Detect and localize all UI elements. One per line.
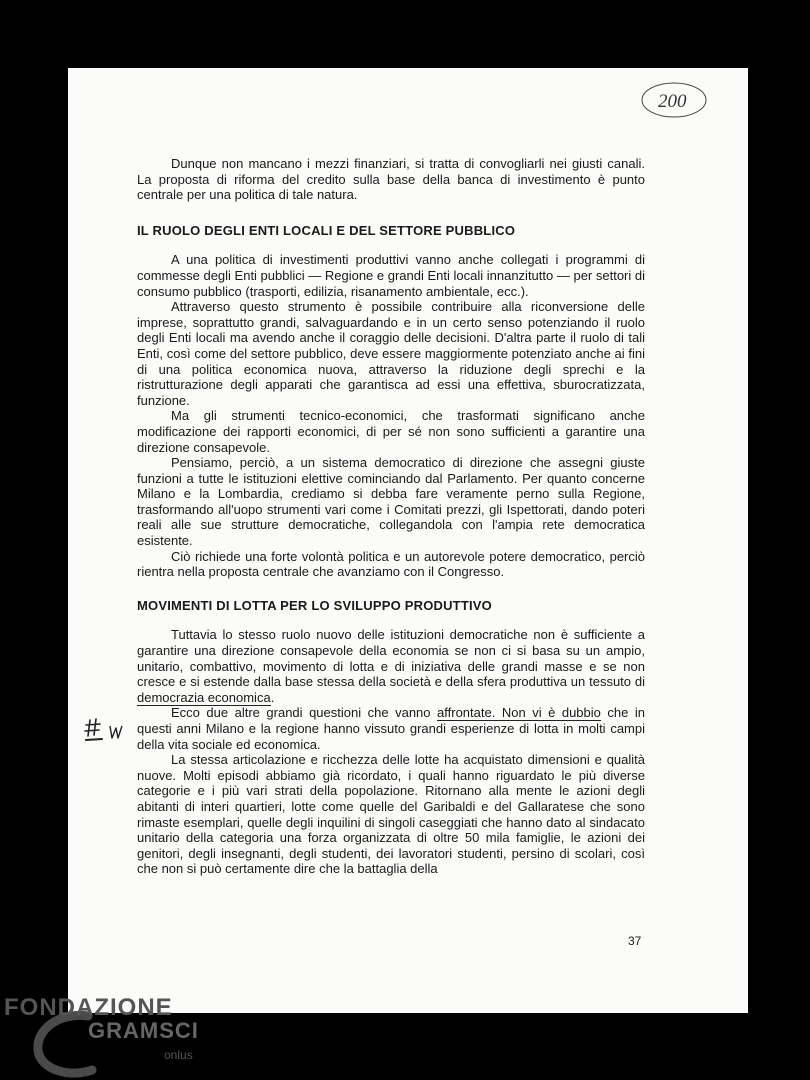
- intro-paragraph: Dunque non mancano i mezzi finanziari, si tratta di convogliarli nei giusti canali. La proposta di riforma del credito sulla base della banca di investimento è punto centrale per una politica di tale natura.: [137, 156, 645, 203]
- section-heading-enti-locali: IL RUOLO DEGLI ENTI LOCALI E DEL SETTORE PUBBLICO: [137, 222, 516, 238]
- fondazione-gramsci-watermark: [0, 988, 220, 1080]
- watermark-line2: GRAMSCI: [88, 1018, 199, 1043]
- text-run: che in questi anni Milano e la regione hanno vissuto grandi esperienze di lotta in molti campi della vita sociale ed economica.: [137, 705, 645, 752]
- section1-paragraph: Ciò richiede una forte volontà politica e un autorevole potere democratico, perciò rientra nella proposta centrale che avanziamo con il Congresso.: [137, 548, 645, 580]
- section1-paragraph: Pensiamo, perciò, a un sistema democratico di direzione che assegni giuste funzioni a tutte le istituzioni elettive cominciando dal Parlamento. Per quanto concerne Milano e la Lombardia, crediamo si debba fare veramente perno sulla Regione, trasformando all'uopo strumenti vari come i Comitati prezzi, gli Ispettorati, dando poteri reali alle sue strutture democratiche, collegandola con l'ampia rete democratica esistente.: [137, 455, 645, 549]
- archive-number-text: 200: [658, 91, 687, 112]
- watermark-line1: FONDAZIONE: [4, 994, 173, 1021]
- archive-number-stamp: [638, 80, 708, 120]
- watermark-line3: onlus: [164, 1048, 193, 1062]
- text-run: Ecco due altre grandi questioni che vanno: [171, 705, 438, 721]
- section1-paragraph: Ma gli strumenti tecnico-economici, che trasformati significano anche modificazione dei rapporti economici, di per sé non sono sufficienti a garantire una direzione consapevole.: [137, 408, 645, 455]
- underlined-phrase: affrontate. Non vi è dubbio: [437, 705, 601, 721]
- document-body: [137, 156, 645, 877]
- page-number: 37: [628, 934, 642, 948]
- text-run: .: [270, 689, 275, 705]
- handwritten-margin-mark: [84, 716, 134, 744]
- section1-paragraph: A una politica di investimenti produttivi vanno anche collegati i programmi di commesse degli Enti pubblici — Regione e grandi Enti locali innanzitutto — per settori di consumo pubblico (trasporti, edilizia, risanamento ambientale, ecc.).: [137, 252, 645, 299]
- section-heading-movimenti-di-lotta: MOVIMENTI DI LOTTA PER LO SVILUPPO PRODUTTIVO: [137, 597, 492, 613]
- section2-paragraph: [137, 705, 645, 752]
- section2-paragraph: [137, 627, 645, 705]
- document-page: [68, 68, 748, 1013]
- section2-paragraph: La stessa articolazione e ricchezza delle lotte ha acquistato dimensioni e qualità nuove. Molti episodi abbiamo già ricordato, i quali hanno riguardato le più diverse categorie e i più vari strati della popolazione. Ritornano alla mente le azioni degli abitanti di interi quartieri, lotte come quelle del Garibaldi e del Gallaratese che sono rimaste esemplari, quelle degli inquilini di singoli caseggiati che hanno dato al sindacato unitario della categoria una forza organizzata di oltre 50 mila famiglie, le azioni dei genitori, degli insegnanti, degli studenti, dei lavoratori studenti, persino di scolari, così che non si può certamente dire che la battaglia della: [137, 752, 645, 877]
- section1-paragraph: Attraverso questo strumento è possibile contribuire alla riconversione delle imprese, soprattutto grandi, salvaguardando e in un certo senso potenziando il ruolo degli Enti locali ma avendo anche il coraggio delle decisioni. D'altra parte il ruolo di tali Enti, così come del settore pubblico, deve essere maggiormente potenziato anche ai fini di una politica economica nuova, attraverso la riduzione degli sprechi e la ristrutturazione degli apparati che garantisca ad essi una effettiva, sburocratizzata, funzione.: [137, 299, 645, 408]
- underlined-phrase: democrazia economica: [137, 689, 271, 705]
- text-run: Tuttavia lo stesso ruolo nuovo delle istituzioni democratiche non è sufficiente a garantire una direzione consapevole della economia se non ci si basa su un ampio, unitario, combattivo, movimento di lotta e di iniziativa delle grandi masse e se non cresce e si estende dalla base stessa della società e della sfera produttiva un tessuto di: [137, 627, 645, 690]
